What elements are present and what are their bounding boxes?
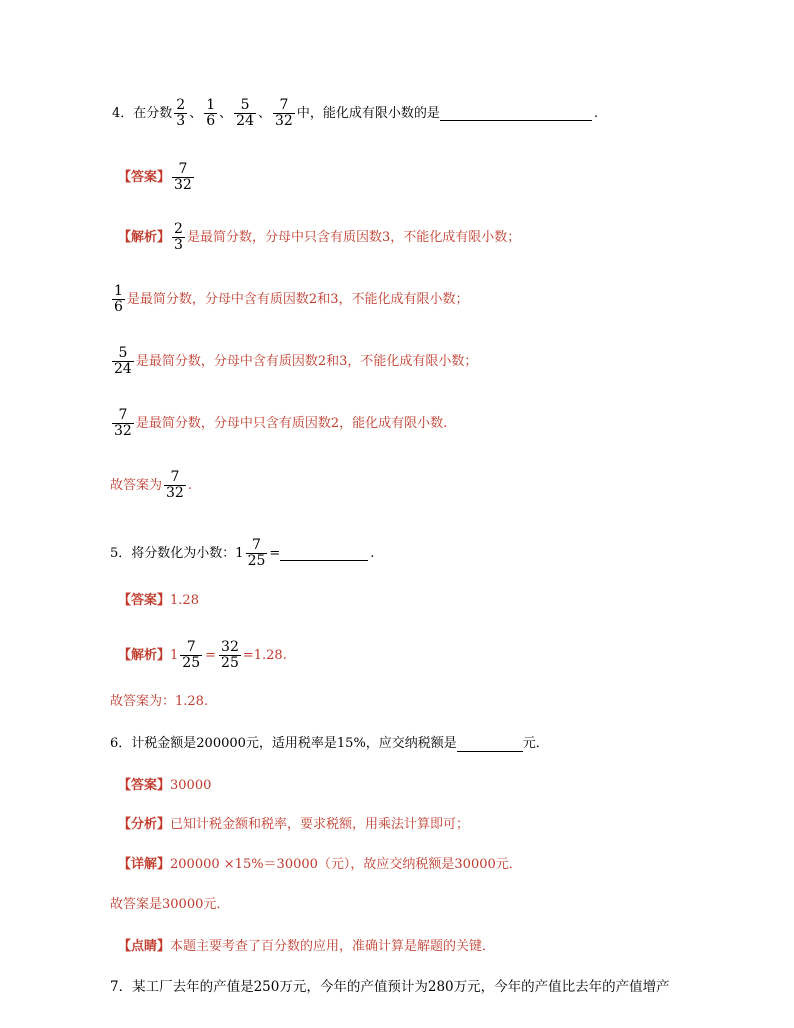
q4-analysis-line-3: [110, 346, 477, 377]
q5-equals: =: [269, 545, 281, 561]
q5-analysis-equals: =: [205, 647, 217, 663]
q4-conclusion: [110, 470, 192, 501]
q4-analysis-line-1: [118, 222, 520, 253]
q5-conclusion: 故答案为：1.28.: [110, 694, 209, 709]
q4-fraction-4: $\frac{7}{32}$: [275, 97, 293, 129]
q5-period: .: [370, 545, 375, 561]
q4-analysis-text-3: 是最简分数，分母中含有质因数2和3，不能化成有限小数；: [135, 353, 478, 369]
q5-analysis-fraction-1: $\frac{7}{25}$: [182, 639, 201, 671]
q6-dianjing-text: 本题主要考查了百分数的应用，准确计算是解题的关键．: [170, 939, 496, 954]
q4-analysis-fraction-4: $\frac{7}{32}$: [114, 407, 132, 439]
q5-analysis-whole: 1: [170, 647, 179, 663]
q6-analysis: [118, 816, 469, 834]
q4-separator: 、: [219, 105, 233, 121]
q4-analysis-line-4: [110, 408, 447, 439]
q5-analysis: [118, 640, 287, 671]
answer-label: 【答案】: [118, 169, 171, 185]
q4-analysis-fraction-1: $\frac{2}{3}$: [174, 221, 183, 253]
q7-question: 7．某工厂去年的产值是250万元，今年的产值预计为280万元，今年的产值比去年的产值增产: [110, 979, 670, 995]
q4-conclusion-prefix: 故答案为: [110, 477, 163, 493]
q6-tip: [118, 938, 495, 956]
answer-label: 【答案】: [118, 593, 171, 608]
q4-separator: 、: [257, 105, 271, 121]
q4-analysis-fraction-2: $\frac{1}{6}$: [114, 283, 123, 315]
q4-answer-blank: [440, 106, 592, 121]
q6-prefix: 6．计税金额是200000元，适用税率是15%，应交纳税额是: [110, 736, 457, 751]
q6-suffix: 元．: [522, 736, 549, 751]
q4-analysis-text-2: 是最简分数，分母中含有质因数2和3，不能化成有限小数；: [126, 291, 469, 307]
q5-fraction: $\frac{7}{25}$: [247, 537, 266, 569]
q4-analysis-text-1: 是最简分数，分母中只含有质因数3，不能化成有限小数；: [186, 229, 521, 245]
analysis-label: 【解析】: [118, 229, 171, 245]
q5-analysis-fraction-2: $\frac{32}{25}$: [221, 639, 239, 671]
q5-prefix: 5．将分数化为小数：: [110, 545, 236, 561]
q4-prefix: 4．在分数: [112, 105, 173, 121]
q4-question: [112, 98, 598, 129]
answer-label: 【答案】: [118, 778, 171, 793]
analysis-label: 【解析】: [118, 647, 171, 663]
q4-analysis-text-4: 是最简分数，分母中只含有质因数2，能化成有限小数.: [135, 415, 448, 431]
q4-fraction-2: $\frac{1}{6}$: [206, 97, 216, 129]
q6-question: [110, 735, 549, 753]
q4-suffix: 中，能化成有限小数的是: [296, 105, 440, 121]
q4-fraction-3: $\frac{5}{24}$: [236, 97, 254, 129]
q4-analysis-fraction-3: $\frac{5}{24}$: [114, 345, 132, 377]
q5-answer-value: 1.28: [170, 593, 199, 608]
q4-fraction-1: $\frac{2}{3}$: [176, 97, 186, 129]
q6-answer-blank: [457, 737, 523, 752]
dianjing-label: 【点睛】: [118, 939, 171, 954]
q4-analysis-line-2: [110, 284, 468, 315]
q4-separator: 、: [189, 105, 203, 121]
fenxi-label: 【分析】: [118, 817, 171, 832]
q5-analysis-result: =1.28.: [242, 647, 287, 663]
xiangjie-label: 【详解】: [118, 857, 171, 872]
q6-conclusion: 故答案是30000元．: [110, 897, 230, 912]
q6-answer-value: 30000: [170, 778, 212, 793]
q6-xiangjie-text: 200000 ×15%＝30000（元），故应交纳税额是30000元．: [170, 857, 522, 872]
q4-answer: [118, 162, 196, 193]
q5-question: [110, 538, 374, 569]
q4-answer-fraction: $\frac{7}{32}$: [174, 161, 192, 193]
q5-answer-blank: [280, 546, 368, 561]
q6-fenxi-text: 已知计税金额和税率，要求税额，用乘法计算即可；: [170, 817, 470, 832]
q6-answer: [118, 777, 211, 795]
q4-conclusion-fraction: $\frac{7}{32}$: [166, 469, 184, 501]
q5-whole: 1: [235, 545, 244, 561]
q5-answer: [118, 592, 199, 610]
q4-conclusion-suffix: .: [187, 477, 192, 493]
q6-detail: [118, 856, 522, 874]
q4-period: .: [593, 105, 598, 121]
